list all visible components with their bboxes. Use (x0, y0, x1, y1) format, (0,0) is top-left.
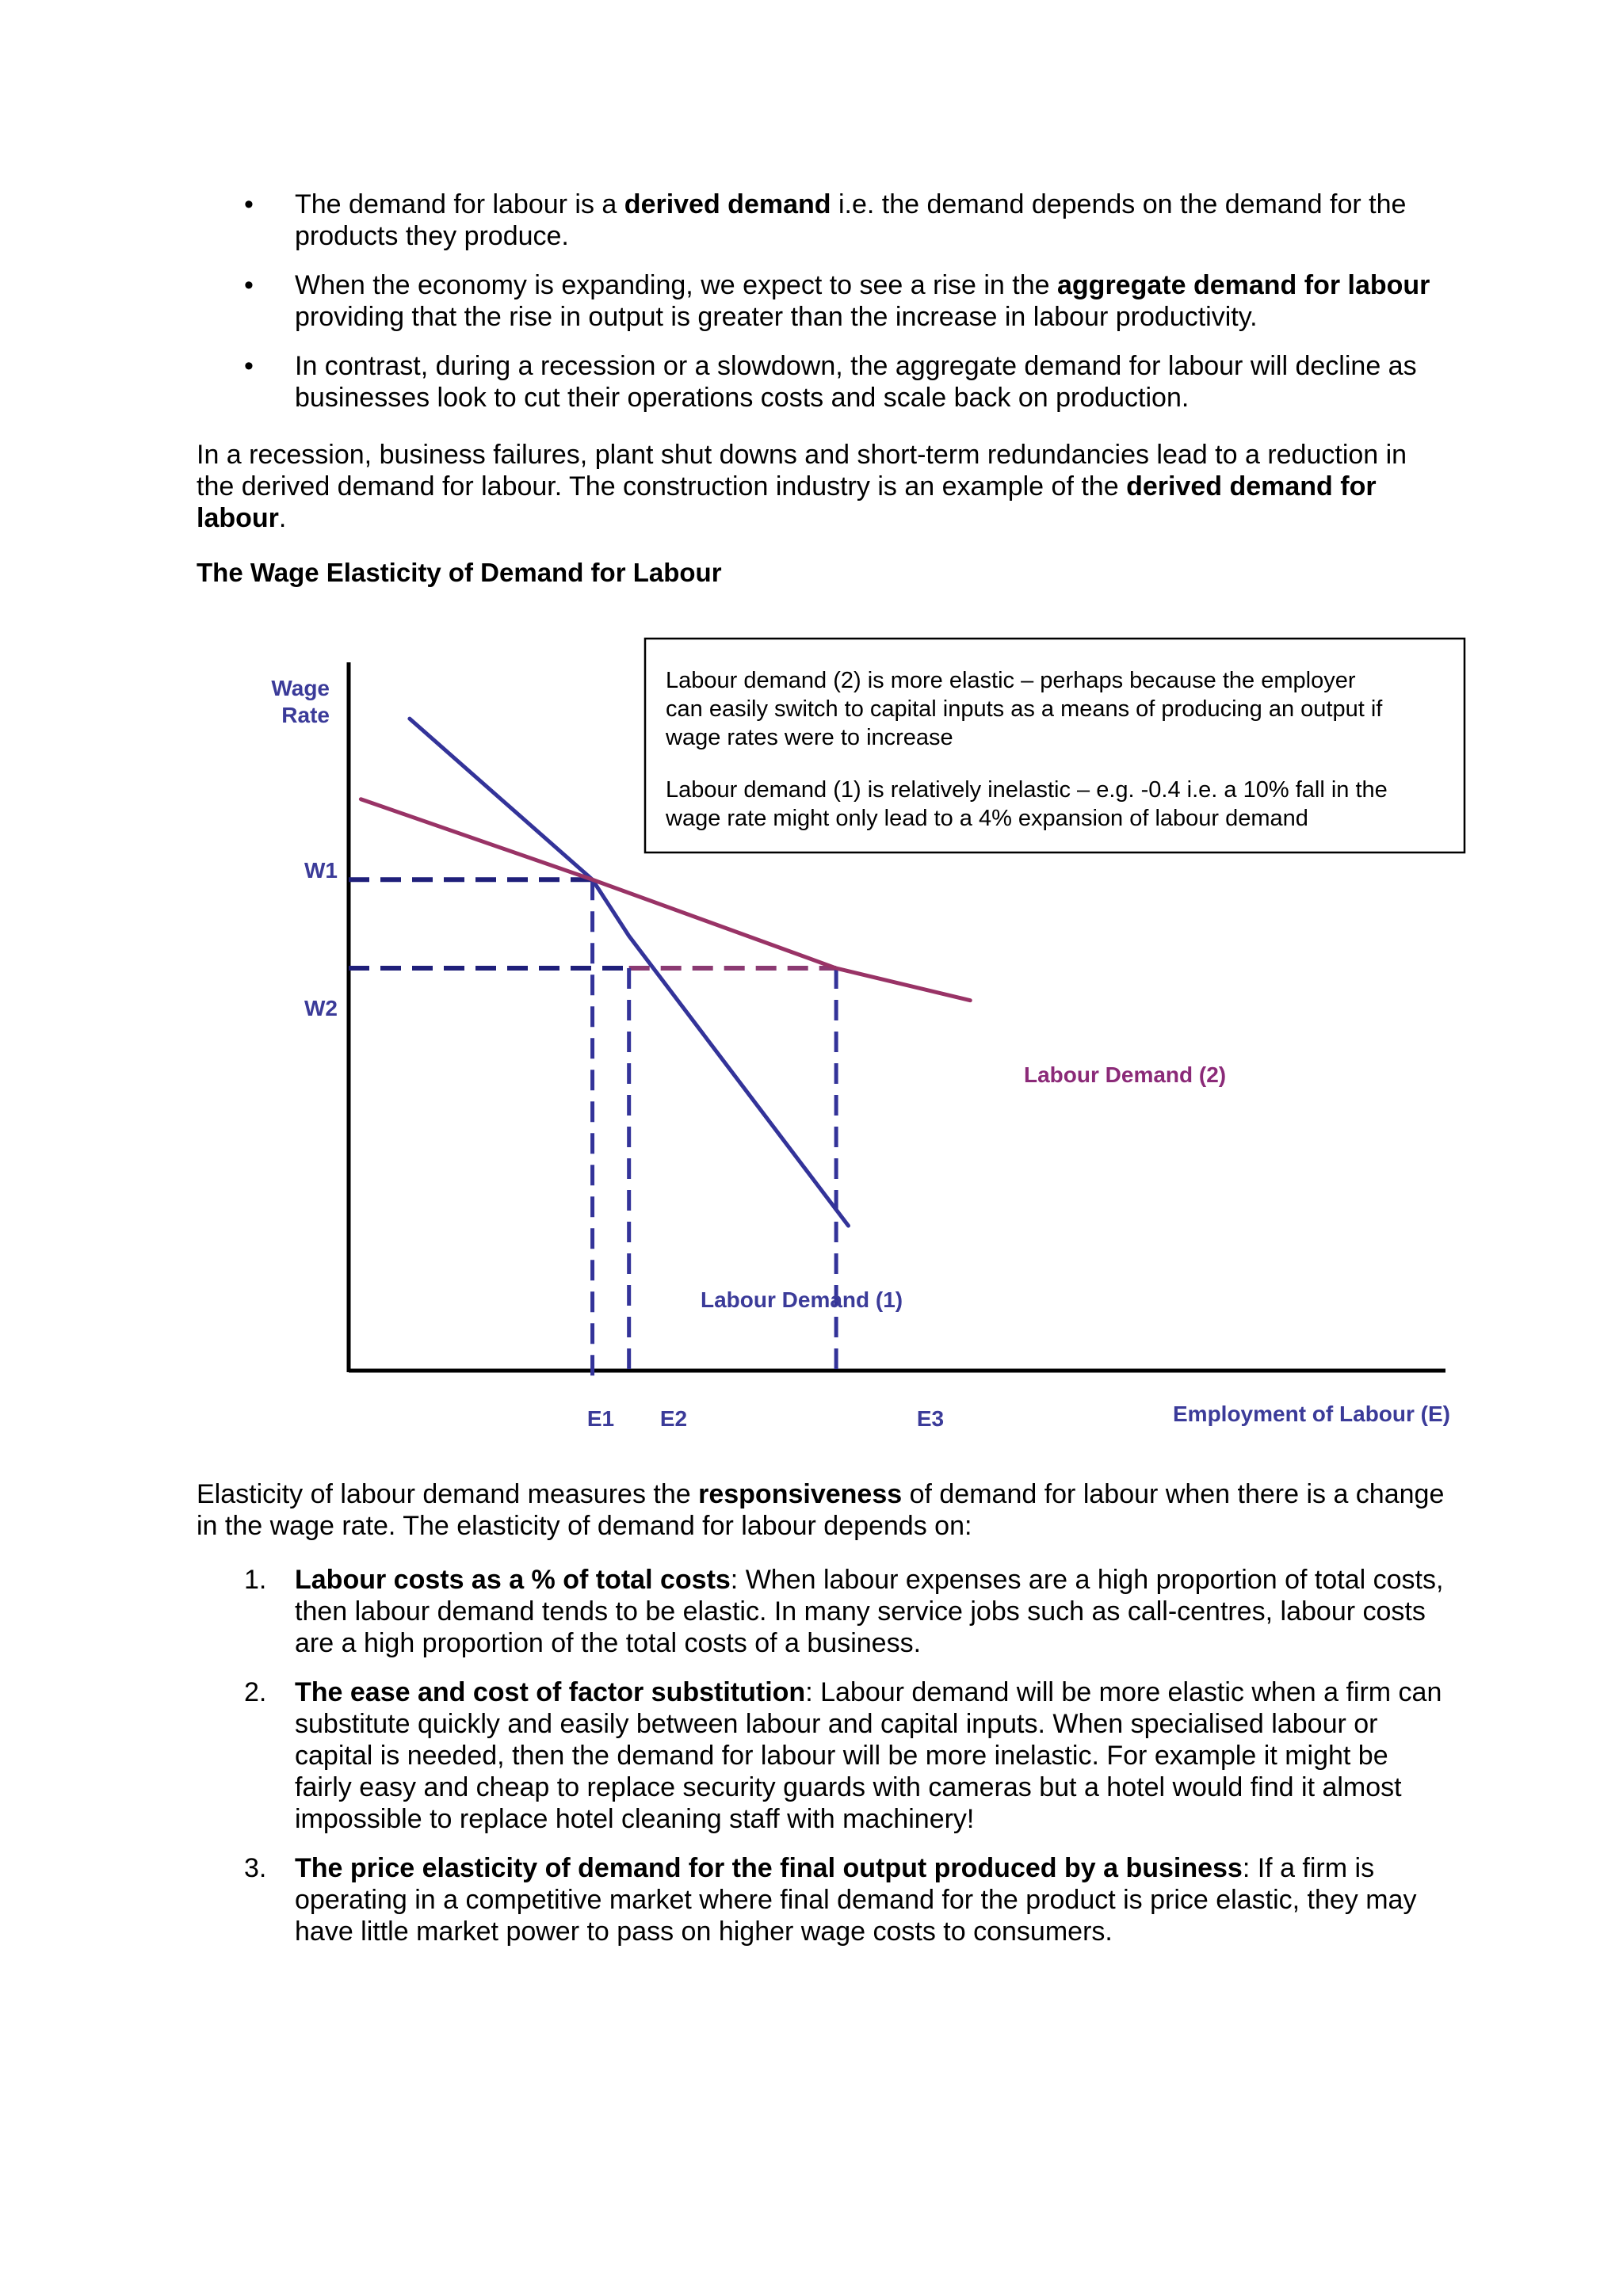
bullet-dot: • (244, 351, 254, 381)
bullet-item: • In contrast, during a recession or a slowdown, the aggregate demand for labour will decline as businesses look to cut their operations costs and scale back on production. (244, 351, 1417, 413)
bullet-list (197, 189, 1433, 431)
bullet-dot: • (244, 270, 254, 300)
tick-label-e3: E3 (916, 1406, 945, 1431)
y-axis-label-line1: Wage (271, 676, 330, 700)
bullet-item: • When the economy is expanding, we expect to see a rise in the aggregate demand for labour providing that the rise in output is greater than the increase in labour productivity. (244, 270, 1430, 332)
series-label-demand-1: Labour Demand (1) (701, 1287, 903, 1312)
labour-demand-chart (0, 618, 1623, 1458)
series-label-demand-2: Labour Demand (2) (1024, 1062, 1227, 1087)
annotation-line: wage rates were to increase (666, 725, 953, 750)
tick-label-w2: W2 (304, 996, 338, 1020)
bullet-item: • The demand for labour is a derived demand i.e. the demand depends on the demand for the products they produce. (244, 189, 1407, 251)
recession-paragraph: In a recession, business failures, plant shut downs and short-term redundancies lead to a reduction in the derived demand for labour. The construction industry is an example of the derived demand for labour. (197, 440, 1407, 533)
factor-item: 2. The ease and cost of factor substitution: Labour demand will be more elastic when a firm can substitute quickly and easily between labour and capital inputs. When specialised labour or capital is needed, then the demand for labour will be more inelastic. For example it might be fairly easy and cheap to replace security guards with cameras but a hotel would find it almost impossible to replace hotel cleaning staff with machinery! (244, 1677, 1442, 1834)
annotation-line: wage rate might only lead to a 4% expansion of labour demand (666, 806, 1308, 831)
bullet-dot: • (244, 189, 254, 219)
x-axis-label: Employment of Labour (E) (1173, 1402, 1450, 1426)
tick-label-e1: E1 (586, 1406, 615, 1431)
tick-label-w1: W1 (304, 858, 338, 883)
factor-item: 1. Labour costs as a % of total costs: When labour expenses are a high proportion of total costs, then labour demand tends to be elastic. In many service jobs such as call-centres, labour costs are a high proportion of the total costs of a business. (244, 1565, 1444, 1658)
y-axis-label-line2: Rate (281, 703, 330, 727)
factor-item: 3. The price elasticity of demand for the final output produced by a business: If a firm is operating in a competitive market where final demand for the product is price elastic, they may have little market power to pass on higher wage costs to consumers. (244, 1853, 1417, 1947)
annotation-line: can easily switch to capital inputs as a means of producing an output if (666, 696, 1383, 722)
section-heading: The Wage Elasticity of Demand for Labour (197, 558, 722, 587)
annotation-line: Labour demand (2) is more elastic – perhaps because the employer (666, 668, 1356, 693)
elasticity-paragraph: Elasticity of labour demand measures the responsiveness of demand for labour when there is a change in the wage rate. The elasticity of demand for labour depends on: (197, 1479, 1445, 1541)
annotation-box (645, 639, 1465, 852)
annotation-line: Labour demand (1) is relatively inelastic – e.g. -0.4 i.e. a 10% fall in the (666, 777, 1388, 803)
factors-list (197, 1564, 1449, 1965)
tick-label-e2: E2 (659, 1406, 688, 1431)
